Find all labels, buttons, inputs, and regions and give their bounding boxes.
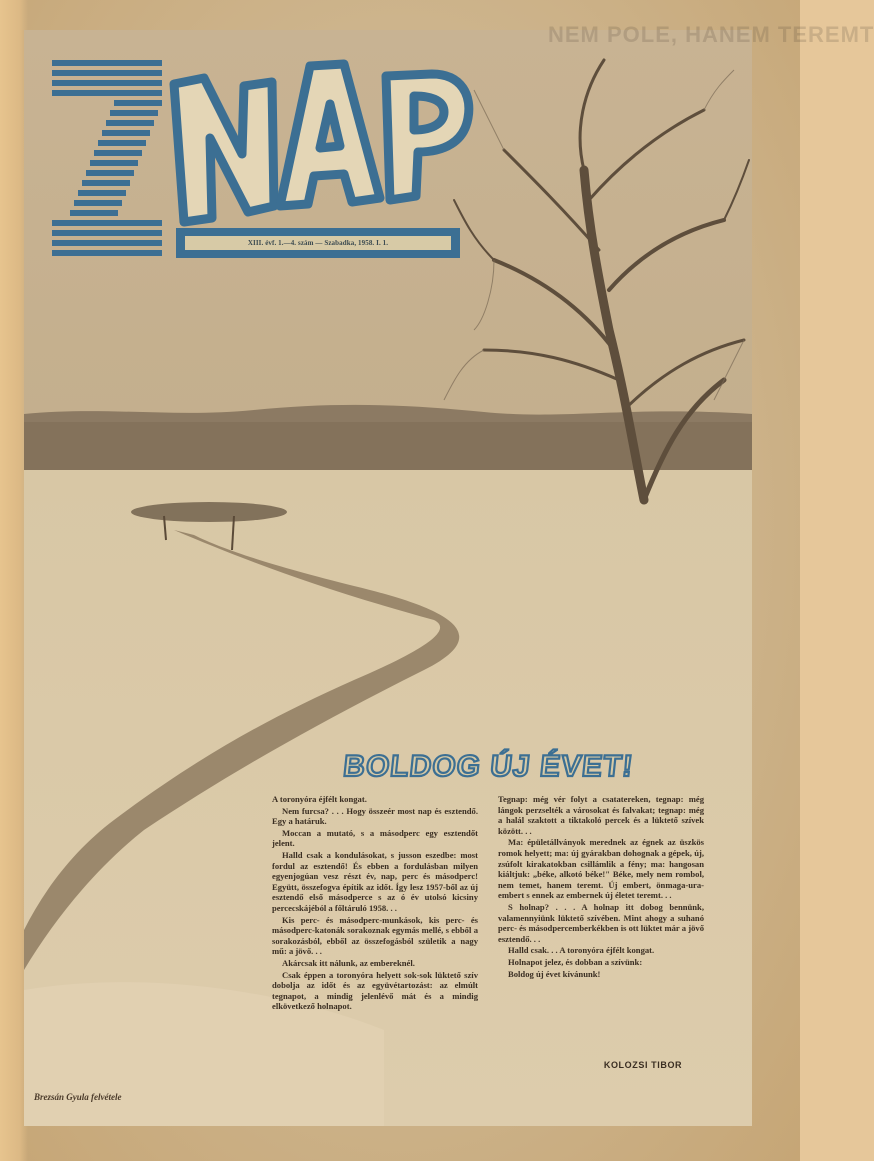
article-paragraph: Tegnap: még vér folyt a csatatereken, tegnap: még lángok perzselték a városokat és falvakat; tegnap: még a halál szaktott a tiktakoló percek és a lüktető szívek között. . . [498,794,704,836]
masthead [52,56,472,266]
author-signature: KOLOZSI TIBOR [603,1060,683,1070]
article-paragraph: Moccan a mutató, s a másodperc egy esztendőt jelent. [272,827,478,849]
article-paragraph: Halld csak a kondulásokat, s jusson eszedbe: most fordul az esztendő! És ebben a fordulásban milyen egyenjogúan vesz részt év, nap, perc és másodperc! Együtt, összefogva építik az időt. Így lesz 1957-ből az új esztendő első másodperce s az ó év utolsó kicsiny percecskájéból a főltáruló 1958. . . [272,849,478,913]
headline-text: BOLDOG ÚJ ÉVET! [341,750,636,783]
article-paragraph: Halld csak. . . A toronyóra éjfélt kongat. [508,945,655,956]
photo-credit: Brezsán Gyula felvétele [34,1092,122,1102]
headline [340,742,636,788]
article-paragraph: Nem furcsa? . . . Hogy összeér most nap és esztendő. Egy a határuk. [272,805,478,827]
article-paragraph: S holnap? . . . A holnap itt dobog bennünk, valamennyiünk lüktető szívében. Mint ahogy a suhanó perc- és másodpercemberkékben is ott lüktet már a jövő esztendő. . . [498,901,704,944]
article-paragraph: Akárcsak itt nálunk, az embereknél. [282,957,415,968]
article-paragraph: Csak éppen a toronyóra helyett sok-sok lüktető szív dobolja az időt és az együvétartozást: az elmúlt tegnapot, a mindig jelenlévő mát és a mindig elkövetkező holnapot. [272,969,478,1012]
article-column-left [272,794,478,1013]
article-paragraph: A toronyóra éjfélt kongat. [272,794,367,804]
bleed-through-text: NEM POLE, HANEM TEREMT [548,22,874,47]
article-paragraph: Holnapot jelez, és dobban a szívünk: [508,956,643,967]
issue-bar [176,228,460,258]
article-paragraph: Ma: épületállványok merednek az égnek az üszkös romok helyett; ma: új gyárakban dohognak a gépek, új, zsúfolt kirakatokban csillámlik a fény; ma: hangosan kiáltjuk: „béke, alkotó béke!" Béke, mely nem rombol, nem temet, hanem teremt. Új embert, önmaga-ura-embert s ennek az embernek új életet teremt. . . [498,837,704,901]
article-paragraph: Boldog új évet kívánunk! [508,968,601,979]
issue-line: XIII. évf. 1.—4. szám — Szabadka, 1958. I. 1. [185,236,451,250]
article-column-right [498,794,704,980]
article-paragraph: Kis perc- és másodperc-munkások, kis perc- és másodperc-katonák sorakoznak egymás mellé, s ebből a sorakozásból, ebből az összefogásból születik a nagy mű: a jövő. . . [272,914,478,957]
